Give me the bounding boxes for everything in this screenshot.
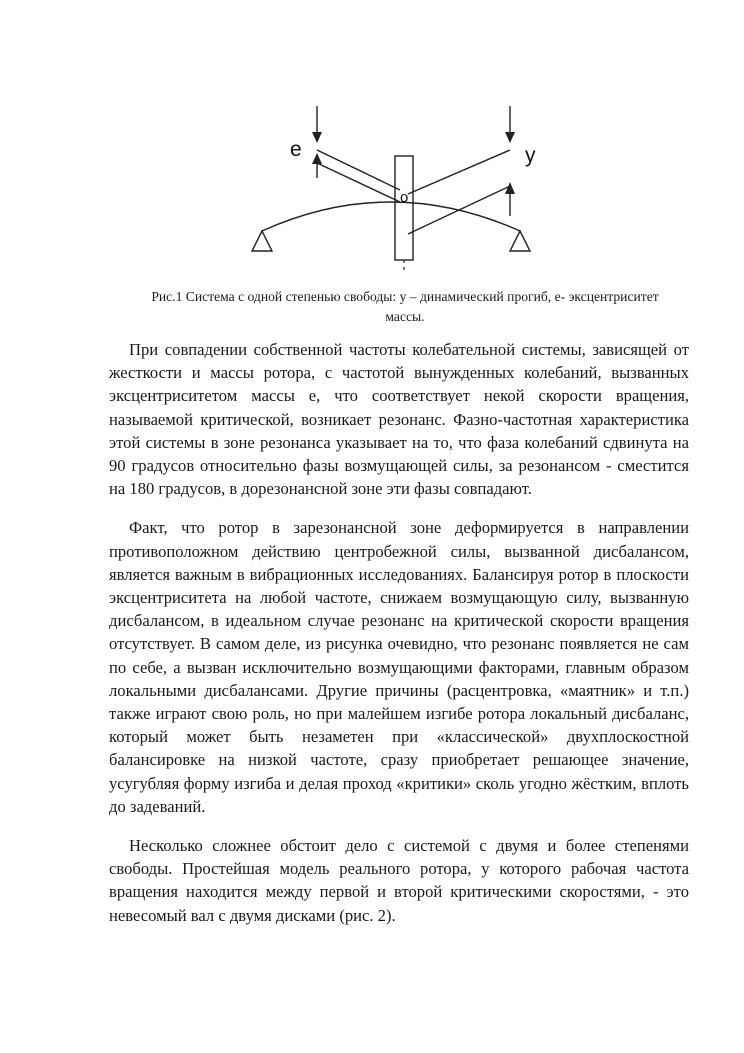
y-arrow-down-head bbox=[505, 132, 515, 143]
caption-line-1: Рис.1 Система с одной степенью свободы: y – динамический прогиб, е- эксцентриситет bbox=[151, 289, 659, 304]
label-e: e bbox=[290, 138, 302, 161]
left-support-triangle bbox=[252, 231, 272, 251]
right-lower-line bbox=[408, 186, 510, 234]
right-upper-line bbox=[408, 150, 510, 194]
label-o: o bbox=[400, 189, 409, 206]
left-lower-line bbox=[317, 163, 400, 202]
shaft-deflection-arc bbox=[262, 202, 520, 231]
caption-line-2: массы. bbox=[385, 309, 425, 324]
paragraph-resonance: При совпадении собственной частоты колебательной системы, зависящей от жесткости и массы ротора, с частотой вынужденных колебаний, вызванных эксцентриситетом массы е, что соответствует некой скорости вращения, называемой критической, возникает резонанс. Фазно-частотная характеристика этой системы в зоне резонанса указывает на то, что фаза колебаний сдвинута на 90 градусов относительно фазы возмущающей силы, за резонансом - сместится на 180 градусов, в дорезонансной зоне эти фазы совпадают. bbox=[109, 340, 689, 499]
body-text bbox=[109, 338, 689, 943]
paragraph-balancing: Факт, что ротор в зарезонансной зоне деформируется в направлении противоположном действию центробежной силы, вызванной дисбалансом, является важным в вибрационных исследованиях. Балансируя ротор в плоскости эксцентриситета на любой частоте, снижаем возмущающую силу, вызванную дисбалансом, в идеальном случае резонанс на критической скорости вращения отсутствует. В самом деле, из рисунка очевидно, что резонанс появляется не сам по себе, а вызван исключительно возмущающими факторами, главным образом локальными дисбалансами. Другие причины (расцентровка, «маятник» и т.п.) также играют свою роль, но при малейшем изгибе ротора локальный дисбаланс, который может быть незаметен при «классической» двухплоскостной балансировке на низкой частоте, сразу приобретает решающее значение, усугубляя форму изгиба и делая проход «критики» сколь угодно жёстким, вплоть до задеваний. bbox=[109, 518, 689, 816]
right-support-triangle bbox=[510, 231, 530, 251]
rotor-diagram-svg bbox=[240, 98, 540, 278]
figure-caption bbox=[110, 287, 700, 327]
paragraph-two-discs: Несколько сложнее обстоит дело с системой с двумя и более степенями свободы. Простейшая модель реального ротора, у которого рабочая частота вращения находится между первой и второй критическими скоростями, - это невесомый вал с двумя дисками (рис. 2). bbox=[109, 836, 689, 925]
figure-rotor-diagram bbox=[240, 98, 540, 278]
e-arrow-down-head bbox=[312, 132, 322, 143]
e-arrow-up-head bbox=[312, 153, 322, 164]
mass-rectangle bbox=[395, 156, 413, 260]
label-y: y bbox=[525, 144, 536, 167]
left-upper-line bbox=[317, 150, 400, 190]
